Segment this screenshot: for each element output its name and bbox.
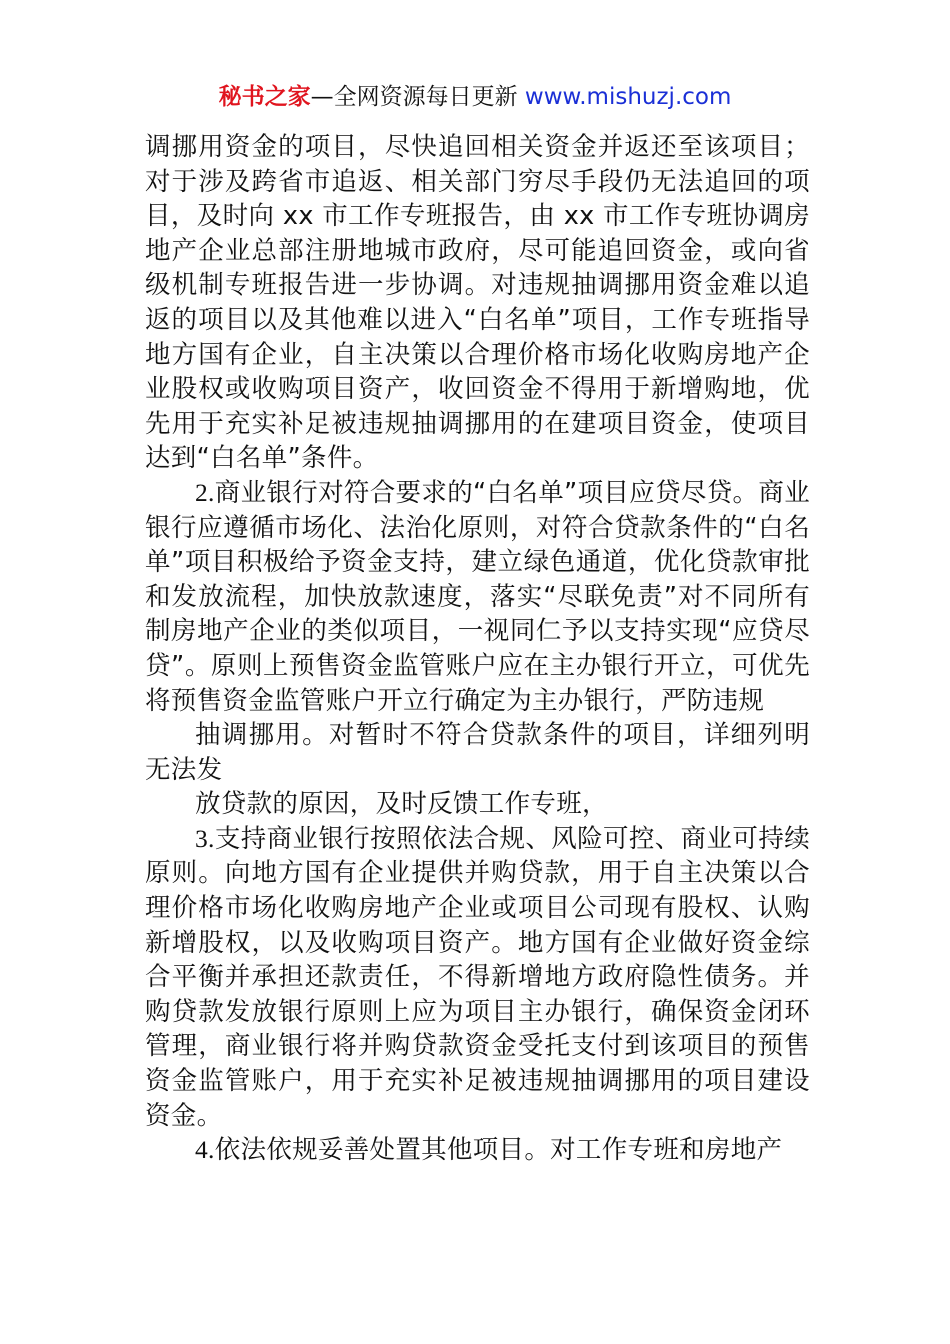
item-number: 2.: [195, 477, 215, 507]
paragraph-text: 依法依规妥善处置其他项目。对工作专班和房地产: [214, 1135, 783, 1166]
paragraph-3: 抽调挪用。对暂时不符合贷款条件的项目，详细列明无法发: [145, 720, 810, 785]
paragraph-1: 调挪用资金的项目，尽快追回相关资金并返还至该项目；对于涉及跨省市追返、相关部门穷尽手段仍无法追回的项目，及时向 xx 市工作专班报告，由 xx 市工作专班协调房地产企业总部注册地城市政府，尽可能追回资金，或向省级机制专班报告进一步协调。对违规抽调挪用资金难以追返的项目以及其他难以进入“白名单”项目，工作专班指导地方国有企业，自主决策以合理价格市场化收购房地产企业股权或收购项目资产，收回资金不得用于新增购地，优先用于充实补足被违规抽调挪用的在建项目资金，使项目达到“白名单”条件。: [145, 132, 810, 474]
document-body: [145, 130, 810, 1168]
paragraph-5: [145, 822, 810, 1133]
brand-name: 秘书之家: [218, 84, 311, 110]
item-number: 3.: [195, 823, 215, 853]
item-number: 4.: [195, 1135, 215, 1165]
paragraph-4: 放贷款的原因，及时反馈工作专班，: [195, 789, 608, 820]
header-tagline: —全网资源每日更新: [310, 84, 525, 110]
paragraph-2: [145, 476, 810, 718]
site-url-link[interactable]: www.mishuzj.com: [524, 84, 732, 110]
paragraph-6: [145, 1133, 810, 1168]
paragraph-text: 商业银行对符合要求的“白名单”项目应贷尽贷。商业银行应遵循市场化、法治化原则，对符合贷款条件的“白名单”项目积极给予资金支持，建立绿色通道，优化贷款审批和发放流程，加快放款速度，落实“尽联免责”对不同所有制房地产企业的类似项目，一视同仁予以支持实现“应贷尽贷”。原则上预售资金监管账户应在主办银行开立，可优先将预售资金监管账户开立行确定为主办银行，严防违规: [145, 477, 810, 716]
paragraph-text: 支持商业银行按照依法合规、风险可控、商业可持续原则。向地方国有企业提供并购贷款，用于自主决策以合理价格市场化收购房地产企业或项目公司现有股权、认购新增股权，以及收购项目资产。地方国有企业做好资金综合平衡并承担还款责任，不得新增地方政府隐性债务。并购贷款发放银行原则上应为项目主办银行，确保资金闭环管理，商业银行将并购贷款资金受托支付到该项目的预售资金监管账户，用于充实补足被违规抽调挪用的项目建设资金。: [145, 823, 810, 1131]
site-header: [0, 80, 950, 114]
